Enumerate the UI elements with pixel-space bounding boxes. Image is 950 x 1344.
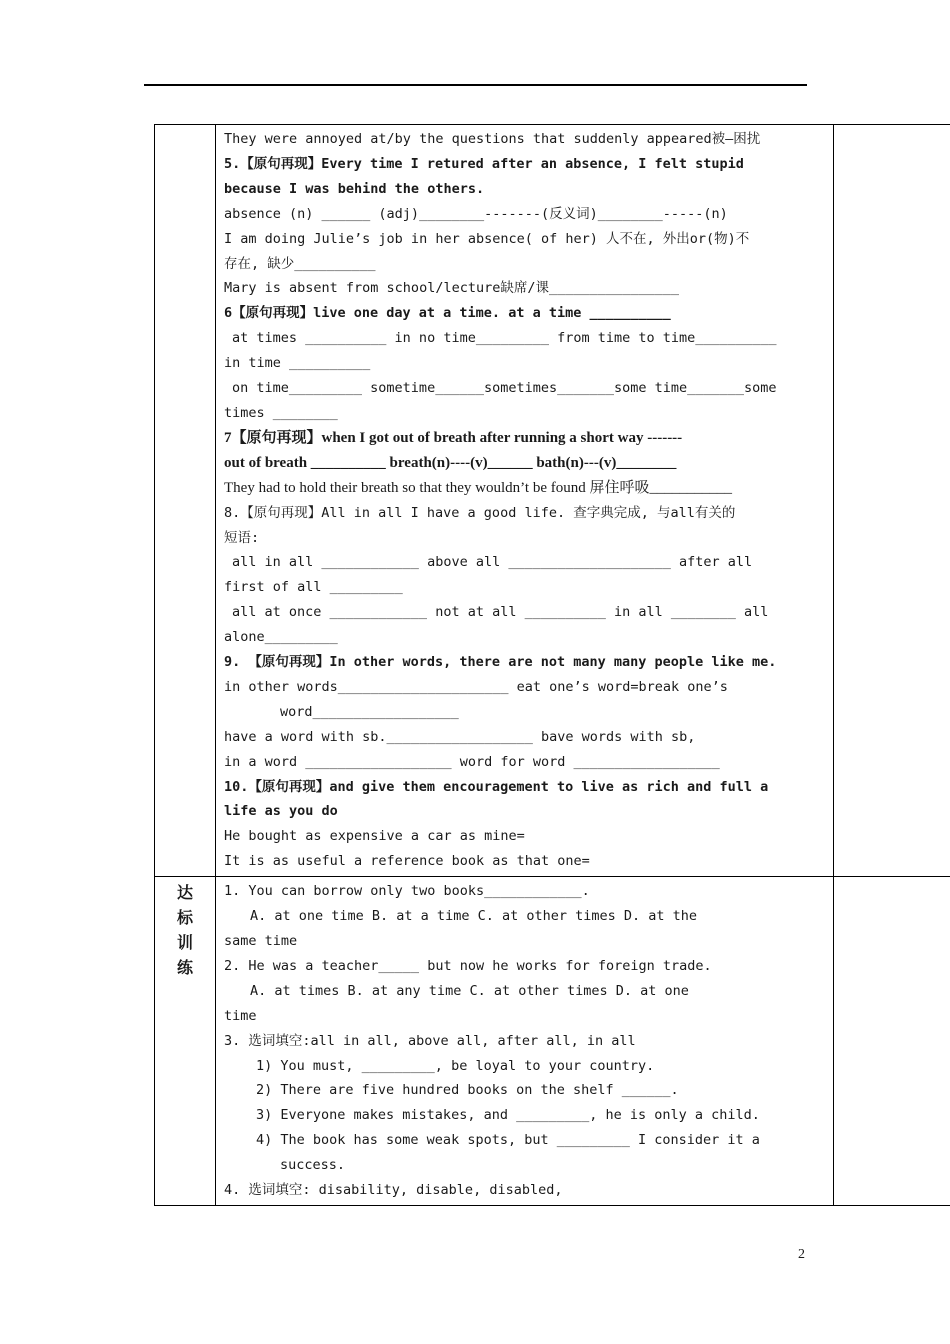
text-line: on time_________ sometime______sometimes_______some time_______some: [232, 380, 777, 397]
text-line: I am doing Julie’s job in her absence( of her) 人不在, 外出or(物)不: [224, 230, 750, 247]
text-line: absence (n) ______ (adj)________-------(反义词)________-----(n): [224, 205, 728, 222]
text-line: alone_________: [224, 629, 338, 646]
text-line: all at once ____________ not at all __________ in all ________ all: [232, 604, 769, 621]
text-line: Mary is absent from school/lecture缺席/课________________: [224, 280, 680, 297]
section-label: [155, 877, 215, 980]
text-line: all in all ____________ above all ____________________ after all: [232, 554, 753, 571]
text-line: same time: [224, 933, 298, 949]
text-line: because I was behind the others.: [224, 180, 485, 197]
text-line: 短语:: [224, 529, 260, 546]
text-line: 3) Everyone makes mistakes, and _________, he is only a child.: [256, 1107, 760, 1124]
text-line: times ________: [224, 404, 338, 421]
text-line: 存在, 缺少__________: [224, 255, 376, 272]
notes-cell: [834, 877, 950, 1206]
side-cell: [155, 877, 216, 1206]
text-line: A. at one time B. at a time C. at other times D. at the: [250, 908, 698, 925]
text-line: 4. 选词填空: disability, disable, disabled,: [224, 1182, 563, 1199]
text-line: He bought as expensive a car as mine=: [224, 828, 525, 845]
practice-section: [224, 879, 827, 1203]
text-line: in time __________: [224, 355, 371, 372]
text-line: A. at times B. at any time C. at other times D. at one: [250, 982, 689, 999]
text-line: 2) There are five hundred books on the shelf ______.: [256, 1082, 679, 1099]
text-line: in a word __________________ word for word __________________: [224, 753, 720, 770]
text-line: 1) You must, _________, be loyal to your country.: [256, 1057, 655, 1074]
text-line: time: [224, 1007, 257, 1024]
text-line: 6【原句再现】live one day at a time. at a time __________: [224, 305, 671, 322]
page-number: 2: [798, 1247, 805, 1262]
text-line: 7【原句再现】when I got out of breath after running a short way -------: [224, 429, 683, 446]
text-line: 9. 【原句再现】In other words, there are not many many people like me.: [224, 654, 777, 671]
section-label-char: 训: [176, 933, 193, 953]
review-section: [224, 127, 827, 874]
header-rule: [144, 84, 807, 86]
text-line: life as you do: [224, 803, 338, 820]
text-line: 10.【原句再现】and give them encouragement to live as rich and full a: [224, 778, 769, 795]
table-row: [155, 877, 950, 1206]
text-line: first of all _________: [224, 579, 403, 596]
text-line: out of breath __________ breath(n)----(v)______ bath(n)---(v)________: [224, 454, 677, 471]
content-cell: [216, 877, 834, 1206]
text-line: 4) The book has some weak spots, but _________ I consider it a: [256, 1132, 760, 1149]
text-line: in other words_____________________ eat one’s word=break one’s: [224, 678, 728, 695]
text-line: success.: [280, 1157, 346, 1174]
section-label-char: 标: [176, 908, 193, 928]
text-line: 2. He was a teacher_____ but now he works for foreign trade.: [224, 957, 712, 974]
text-line: at times __________ in no time_________ from time to time__________: [232, 330, 777, 347]
notes-cell: [834, 125, 950, 877]
text-line: They were annoyed at/by the questions that suddenly appeared被—困扰: [224, 131, 761, 147]
section-label-char: 达: [176, 883, 193, 903]
worksheet-table: [154, 124, 950, 1206]
text-line: word__________________: [280, 703, 459, 720]
text-line: It is as useful a reference book as that one=: [224, 853, 590, 870]
section-label-char: 练: [176, 958, 193, 978]
side-cell: [155, 125, 216, 877]
text-line: have a word with sb.__________________ bave words with sb,: [224, 728, 696, 745]
text-line: They had to hold their breath so that they wouldn’t be found 屏住呼吸___________: [224, 479, 732, 496]
text-line: 8.【原句再现】All in all I have a good life. 查字典完成, 与all有关的: [224, 504, 736, 521]
text-line: 3. 选词填空:all in all, above all, after all, in all: [224, 1032, 636, 1049]
text-line: 1. You can borrow only two books____________.: [224, 883, 590, 900]
text-line: 5.【原句再现】Every time I retured after an absence, I felt stupid: [224, 155, 744, 172]
table-row: [155, 125, 950, 877]
content-cell: [216, 125, 834, 877]
